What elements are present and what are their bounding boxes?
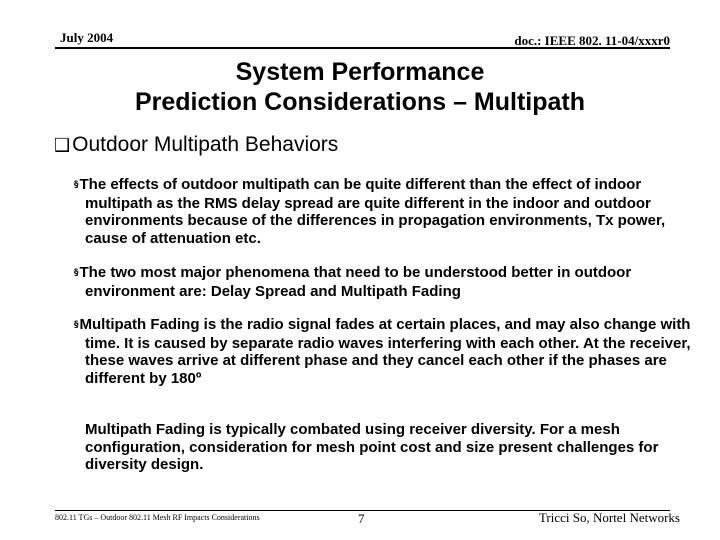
title-line-1: System Performance <box>235 58 485 86</box>
header-date: July 2004 <box>60 30 114 45</box>
header-rule <box>55 47 670 49</box>
slide-title <box>0 57 720 117</box>
footer-doc-title: 802.11 TGs – Outdoor 802.11 Mesh RF Impacts Considerations <box>55 513 260 522</box>
section-bullet-icon: § <box>74 320 79 330</box>
section-bullet-icon: § <box>74 180 79 190</box>
section-bullet-icon: § <box>74 268 79 278</box>
footer-author: Tricci So, Nortel Networks <box>538 510 680 525</box>
title-line-2: Prediction Considerations – Multipath <box>134 88 586 116</box>
header-doc-id: doc.: IEEE 802. 11-04/xxxr0 <box>514 33 670 48</box>
sub-bullet-1-text: The effects of outdoor multipath can be quite different than the effect of indoor multipath as the RMS delay spread are quite different in the indoor and outdoor environments because of the differences in propagation environments, Tx power, cause of attenuation etc. <box>79 176 666 247</box>
sub-bullet-2-text: The two most major phenomena that need to be understood better in outdoor environment are: Delay Spread and Multipath Fading <box>79 264 632 300</box>
checkbox-bullet-icon: ❑ <box>54 135 71 156</box>
continuation-paragraph-text: Multipath Fading is typically combated using receiver diversity. For a mesh configuration, consideration for mesh point cost and size present challenges for diversity design. <box>85 421 659 473</box>
sub-bullet-3 <box>74 316 694 387</box>
sub-bullet-3-text: Multipath Fading is the radio signal fades at certain places, and may also change with time. It is caused by separate radio waves interfering with each other. At the receiver, these waves arrive at different phase and they cancel each other if the phases are different by 180º <box>79 316 691 387</box>
main-bullet-text: Outdoor Multipath Behaviors <box>72 133 339 156</box>
main-bullet <box>54 132 338 159</box>
continuation-paragraph <box>85 421 695 474</box>
sub-bullet-2 <box>74 264 694 300</box>
sub-bullet-1 <box>74 176 694 247</box>
footer-page-number: 7 <box>358 511 365 526</box>
